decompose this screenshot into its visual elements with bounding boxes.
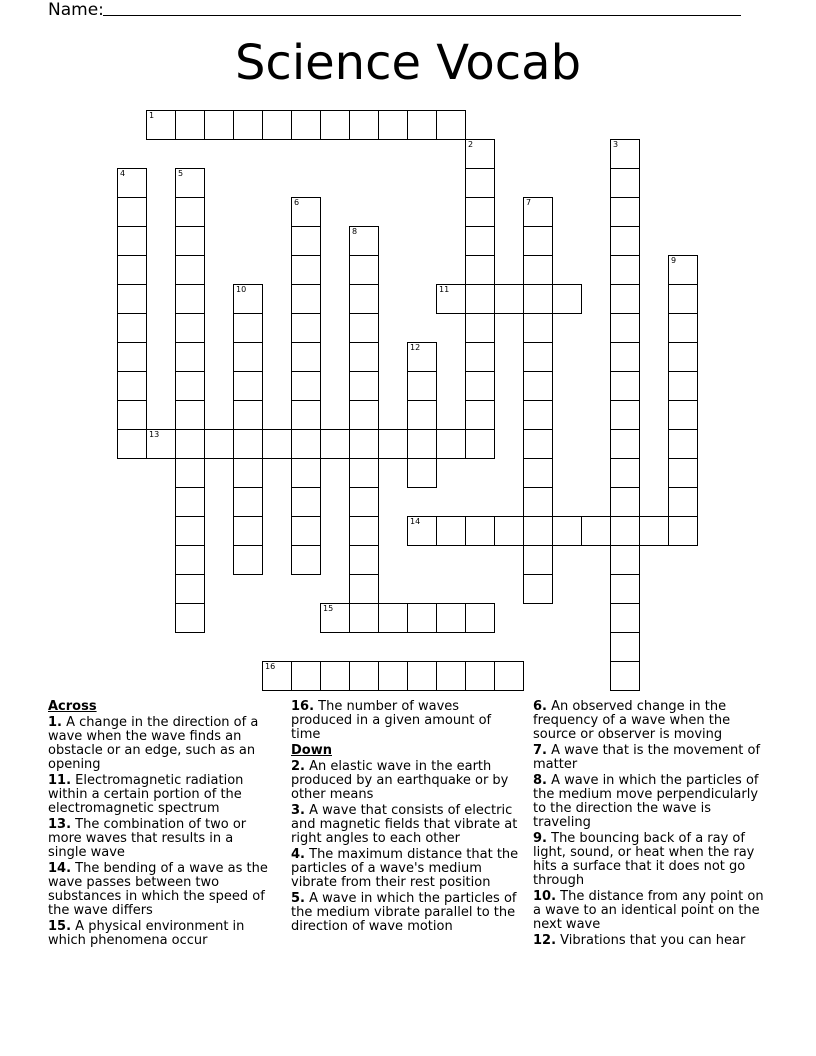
clue-down-5: 5. A wave in which the particles of the medium vibrate parallel to the direction of wave motion (291, 891, 517, 934)
grid-cell[interactable] (175, 400, 205, 430)
across-heading: Across (48, 699, 97, 714)
grid-cell[interactable] (610, 197, 640, 227)
grid-cell[interactable] (349, 284, 379, 314)
grid-cell[interactable] (407, 371, 437, 401)
grid-cell[interactable] (291, 110, 321, 140)
grid-cell[interactable] (407, 458, 437, 488)
grid-cell[interactable] (349, 487, 379, 517)
clue-number-label: 10 (236, 285, 247, 294)
grid-cell[interactable] (262, 429, 292, 459)
grid-cell[interactable] (436, 284, 466, 314)
grid-cell[interactable] (610, 342, 640, 372)
grid-cell[interactable] (465, 139, 495, 169)
clue-down-2: 2. An elastic wave in the earth produced by an earthquake or by other means (291, 759, 509, 802)
grid-cell[interactable] (610, 284, 640, 314)
grid-cell[interactable] (610, 371, 640, 401)
clue-down-3: 3. A wave that consists of electric and magnetic fields that vibrate at right angles to each other (291, 803, 518, 846)
clues-column-2 (291, 700, 521, 936)
grid-cell[interactable] (436, 661, 466, 691)
grid-cell[interactable] (523, 574, 553, 604)
grid-cell[interactable] (523, 255, 553, 285)
grid-cell[interactable] (146, 429, 176, 459)
grid-cell[interactable] (349, 313, 379, 343)
grid-cell[interactable] (668, 313, 698, 343)
grid-cell[interactable] (233, 516, 263, 546)
clue-number-label: 11 (439, 285, 450, 294)
clue-across-16: 16. The number of waves produced in a given amount of time (291, 699, 492, 742)
grid-cell[interactable] (349, 371, 379, 401)
grid-cell[interactable] (639, 516, 669, 546)
grid-cell[interactable] (146, 110, 176, 140)
clue-number-label: 9 (671, 256, 677, 265)
grid-cell[interactable] (175, 603, 205, 633)
grid-cell[interactable] (494, 516, 524, 546)
clue-down-12: 12. Vibrations that you can hear (533, 933, 746, 948)
clue-down-6: 6. An observed change in the frequency of a wave when the source or observer is moving (533, 699, 731, 742)
grid-cell[interactable] (349, 458, 379, 488)
grid-cell[interactable] (465, 342, 495, 372)
grid-cell[interactable] (436, 603, 466, 633)
grid-cell[interactable] (523, 313, 553, 343)
grid-cell[interactable] (320, 429, 350, 459)
grid-cell[interactable] (291, 284, 321, 314)
grid-cell[interactable] (117, 400, 147, 430)
grid-cell[interactable] (552, 284, 582, 314)
grid-cell[interactable] (117, 313, 147, 343)
grid-cell[interactable] (349, 429, 379, 459)
grid-cell[interactable] (523, 284, 553, 314)
grid-cell[interactable] (610, 545, 640, 575)
grid-cell[interactable] (610, 574, 640, 604)
grid-cell[interactable] (407, 400, 437, 430)
grid-cell[interactable] (233, 342, 263, 372)
grid-cell[interactable] (668, 255, 698, 285)
grid-cell[interactable] (465, 516, 495, 546)
grid-cell[interactable] (349, 603, 379, 633)
grid-cell[interactable] (668, 400, 698, 430)
grid-cell[interactable] (291, 197, 321, 227)
grid-cell[interactable] (349, 226, 379, 256)
clue-number-label: 2 (468, 140, 474, 149)
clue-number-label: 12 (410, 343, 421, 352)
grid-cell[interactable] (610, 661, 640, 691)
grid-cell[interactable] (378, 110, 408, 140)
grid-cell[interactable] (291, 342, 321, 372)
grid-cell[interactable] (523, 342, 553, 372)
grid-cell[interactable] (610, 255, 640, 285)
grid-cell[interactable] (175, 110, 205, 140)
grid-cell[interactable] (175, 284, 205, 314)
grid-cell[interactable] (117, 197, 147, 227)
grid-cell[interactable] (291, 516, 321, 546)
grid-cell[interactable] (407, 429, 437, 459)
grid-cell[interactable] (436, 429, 466, 459)
grid-cell[interactable] (320, 661, 350, 691)
clue-down-7: 7. A wave that is the movement of matter (533, 743, 761, 772)
grid-cell[interactable] (668, 516, 698, 546)
clue-number-label: 6 (294, 198, 300, 207)
grid-cell[interactable] (494, 284, 524, 314)
grid-cell[interactable] (175, 429, 205, 459)
clue-across-14: 14. The bending of a wave as the wave passes between two substances in which the speed of the wave differs (48, 861, 268, 918)
grid-cell[interactable] (523, 545, 553, 575)
down-heading: Down (291, 743, 332, 758)
grid-cell[interactable] (175, 545, 205, 575)
grid-cell[interactable] (233, 458, 263, 488)
grid-cell[interactable] (610, 429, 640, 459)
grid-cell[interactable] (291, 487, 321, 517)
grid-cell[interactable] (291, 400, 321, 430)
grid-cell[interactable] (175, 371, 205, 401)
grid-cell[interactable] (349, 574, 379, 604)
grid-cell[interactable] (407, 516, 437, 546)
grid-cell[interactable] (436, 110, 466, 140)
grid-cell[interactable] (233, 400, 263, 430)
grid-cell[interactable] (320, 110, 350, 140)
grid-cell[interactable] (610, 458, 640, 488)
grid-cell[interactable] (175, 226, 205, 256)
clue-across-11: 11. Electromagnetic radiation within a certain portion of the electromagnetic spectrum (48, 773, 244, 816)
grid-cell[interactable] (523, 458, 553, 488)
grid-cell[interactable] (117, 255, 147, 285)
grid-cell[interactable] (407, 603, 437, 633)
grid-cell[interactable] (581, 516, 611, 546)
grid-cell[interactable] (204, 429, 234, 459)
grid-cell[interactable] (291, 429, 321, 459)
grid-cell[interactable] (465, 255, 495, 285)
grid-cell[interactable] (175, 168, 205, 198)
grid-cell[interactable] (117, 226, 147, 256)
clues-column-3 (533, 700, 768, 950)
grid-cell[interactable] (610, 603, 640, 633)
grid-cell[interactable] (262, 110, 292, 140)
grid-cell[interactable] (233, 545, 263, 575)
clue-number-label: 13 (149, 430, 160, 439)
grid-cell[interactable] (349, 255, 379, 285)
grid-cell[interactable] (523, 516, 553, 546)
grid-cell[interactable] (233, 313, 263, 343)
grid-cell[interactable] (349, 516, 379, 546)
grid-cell[interactable] (610, 168, 640, 198)
grid-cell[interactable] (523, 487, 553, 517)
grid-cell[interactable] (668, 284, 698, 314)
grid-cell[interactable] (668, 371, 698, 401)
grid-cell[interactable] (465, 371, 495, 401)
grid-cell[interactable] (668, 429, 698, 459)
grid-cell[interactable] (378, 429, 408, 459)
grid-cell[interactable] (117, 429, 147, 459)
grid-cell[interactable] (668, 487, 698, 517)
grid-cell[interactable] (610, 632, 640, 662)
grid-cell[interactable] (175, 516, 205, 546)
grid-cell[interactable] (523, 371, 553, 401)
grid-cell[interactable] (465, 429, 495, 459)
clue-number-label: 8 (352, 227, 358, 236)
grid-cell[interactable] (552, 516, 582, 546)
grid-cell[interactable] (465, 226, 495, 256)
page-title: Science Vocab (234, 35, 582, 91)
grid-cell[interactable] (668, 342, 698, 372)
grid-cell[interactable] (465, 197, 495, 227)
grid-cell[interactable] (320, 603, 350, 633)
grid-cell[interactable] (494, 661, 524, 691)
clue-number-label: 16 (265, 662, 276, 671)
clue-number-label: 1 (149, 111, 155, 120)
grid-cell[interactable] (262, 661, 292, 691)
grid-cell[interactable] (523, 197, 553, 227)
grid-cell[interactable] (175, 574, 205, 604)
grid-cell[interactable] (349, 400, 379, 430)
grid-cell[interactable] (610, 313, 640, 343)
grid-cell[interactable] (117, 342, 147, 372)
clue-number-label: 3 (613, 140, 619, 149)
grid-cell[interactable] (378, 603, 408, 633)
clue-across-15: 15. A physical environment in which phenomena occur (48, 919, 245, 948)
grid-cell[interactable] (233, 371, 263, 401)
grid-cell[interactable] (175, 255, 205, 285)
grid-cell[interactable] (175, 342, 205, 372)
grid-cell[interactable] (175, 487, 205, 517)
grid-cell[interactable] (523, 226, 553, 256)
clue-down-4: 4. The maximum distance that the particles of a wave's medium vibrate from their rest position (291, 847, 519, 890)
grid-cell[interactable] (407, 110, 437, 140)
name-label: Name: (48, 0, 104, 20)
grid-cell[interactable] (291, 545, 321, 575)
grid-cell[interactable] (117, 168, 147, 198)
clue-across-1: 1. A change in the direction of a wave when the wave finds an obstacle or an edge, such as an opening (48, 715, 259, 772)
clue-down-9: 9. The bouncing back of a ray of light, sound, or heat when the ray hits a surface that it does not go through (533, 831, 755, 888)
grid-cell[interactable] (407, 661, 437, 691)
grid-cell[interactable] (233, 284, 263, 314)
grid-cell[interactable] (523, 400, 553, 430)
grid-cell[interactable] (291, 313, 321, 343)
grid-cell[interactable] (523, 429, 553, 459)
grid-cell[interactable] (465, 168, 495, 198)
grid-cell[interactable] (378, 661, 408, 691)
grid-cell[interactable] (465, 603, 495, 633)
grid-cell[interactable] (610, 139, 640, 169)
clue-across-13: 13. The combination of two or more waves that results in a single wave (48, 817, 247, 860)
grid-cell[interactable] (610, 226, 640, 256)
grid-cell[interactable] (349, 110, 379, 140)
grid-cell[interactable] (175, 197, 205, 227)
grid-cell[interactable] (291, 661, 321, 691)
clue-number-label: 7 (526, 198, 532, 207)
clue-number-label: 14 (410, 517, 421, 526)
grid-cell[interactable] (610, 487, 640, 517)
grid-cell[interactable] (291, 226, 321, 256)
grid-cell[interactable] (291, 371, 321, 401)
grid-cell[interactable] (465, 400, 495, 430)
grid-cell[interactable] (204, 110, 234, 140)
grid-cell[interactable] (233, 487, 263, 517)
grid-cell[interactable] (436, 516, 466, 546)
grid-cell[interactable] (175, 313, 205, 343)
clue-number-label: 4 (120, 169, 126, 178)
grid-cell[interactable] (233, 429, 263, 459)
clue-down-10: 10. The distance from any point on a wave to an identical point on the next wave (533, 889, 764, 932)
grid-cell[interactable] (349, 342, 379, 372)
grid-cell[interactable] (407, 342, 437, 372)
grid-cell[interactable] (465, 661, 495, 691)
grid-cell[interactable] (291, 458, 321, 488)
grid-cell[interactable] (668, 458, 698, 488)
clue-down-8: 8. A wave in which the particles of the medium move perpendicularly to the direction the wave is traveling (533, 773, 759, 830)
grid-cell[interactable] (291, 255, 321, 285)
clue-number-label: 15 (323, 604, 334, 613)
grid-cell[interactable] (117, 371, 147, 401)
grid-cell[interactable] (610, 400, 640, 430)
grid-cell[interactable] (233, 110, 263, 140)
clues-column-1 (48, 700, 273, 950)
grid-cell[interactable] (465, 284, 495, 314)
grid-cell[interactable] (610, 516, 640, 546)
grid-cell[interactable] (349, 545, 379, 575)
grid-cell[interactable] (175, 458, 205, 488)
clue-number-label: 5 (178, 169, 184, 178)
grid-cell[interactable] (349, 661, 379, 691)
grid-cell[interactable] (117, 284, 147, 314)
grid-cell[interactable] (465, 313, 495, 343)
